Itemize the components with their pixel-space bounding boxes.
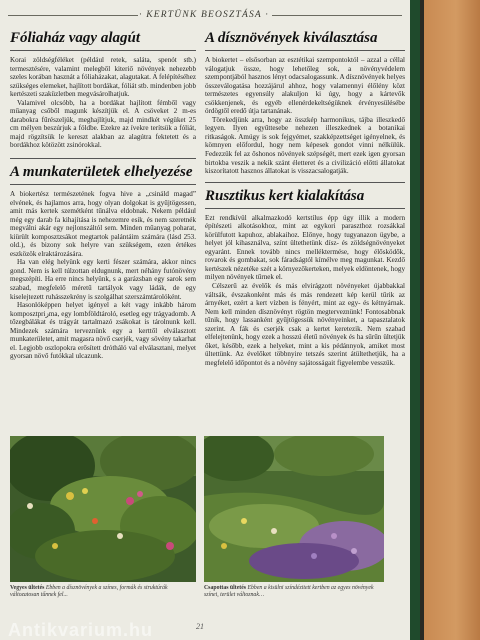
section-divider (10, 158, 196, 159)
caption-right-label: Csapottas ültetés (204, 585, 247, 591)
header-rule-left (8, 15, 138, 16)
paragraph: Törekedjünk arra, hogy az összkép harmonikus, tájba illeszkedő legyen. Ilyen egyűttesebe nehezen illeszkednek a botanikai ritkaságok. Amúgy is sok fejgyémet, szakképzettséget igényelnek, és kömnyen előfordul, hogy nem képesek gondot vinni nélkülük. Fedezzük fel az őshonos növények szépségét, mert ezek igen gyorsan birtokba veszik a nekik szánt életteret és a civilizáció előtti állatokat kiszorítatott hasznos állatokat is visszacsalogatják. (205, 115, 405, 176)
title-rule (10, 50, 196, 51)
paragraph: Ezt rendkívül alkalmazkodó kertstílus épp úgy illik a modern építészeti alkotásokhoz, mint az egykori paraszthoz rozsákkal körülfutott kapuhoz, ablakaihoz. Előnye, hogy tugyanazon ügybe, a helyet jól kihasználva, színt ültethetünk dísz- és zöldségnövényeket egyaránt. Ennek tovább nincs melléktermése, hogy élősködők, rovarok és gombakat, sok fáradságtól kímélve meg magunkat. Kezdő kertészek nézetéke szét a környezőkerteken, melyek eldöntenek, hogy milyen növények tűrnek el. (205, 213, 405, 282)
paragraph: Ha van elég helyünk egy kerti fészer számára, akkor nincs gond. Nem is kell túlzottan eldugnunk, mert néhány futónövény megszépíti. Ha erre nincs helyünk, s a garázsban egy sarok sem szabad, megfelelő méretű tartályok vagy ládák, de egy kiselejtezett ruhásszekrény is szolgálhat szerszámtárolóként. (10, 258, 196, 301)
paragraph: Korai zöldségféléket (például retek, saláta, spenót stb.) termesztésére, valamint melegből kiteriő növények nehezebb szeles korában hasznát a fóliaházakat, alagutakat. A felépítéséhez szükséges elemeket, hajlított bordákat, fóliát stb. mindenben jobb kertészeti szaküzletben megvásárolhatjuk. (10, 56, 196, 99)
paragraph: A biokertet – elsősorban az esztétikai szempontoktól – azzal a céllal válogatjuk össze, hogy lehetőleg sok, a növényvédelem szempontjából hasznos lényt odacsalogassunk. A dísznövények helyes összeválogatása hozzájárul ahhoz, hogy valamennyi élőlény közt természetes egyensúly alakuljon ki úgy, hogy a kártevők csökkenjenek, és egyéb ellenérdekeltségüknek érvényesülésébe ördögtől eredő útja tartanának. (205, 56, 405, 116)
header-rule-right (272, 15, 402, 16)
caption-left-label: Vegyes ültetés (10, 585, 45, 591)
garden-photo-right (204, 436, 384, 582)
paragraph: Célszerű az évelők és más elvirágzott növényeket újabbakkal váltsák, évszakonként más és más rendezett kép kerül tűrik az árnyéket, ezért a kert vízben is fényért, mint az egy- és kétnyárnak. Nem kell minden dísznövényt rögtön megterveznünk! Fontosabbnak tűnik, hogy lassanként gyűjtögessük növényeinket, a tapasztalatok szerint. A fák és cserjék csak a kertet keretezik. Nem szabad elfelejtenünk, hogy ezek a hosszú életű növények és ha sűrűn ültetjük őket, később, ezek a helyeket, mint a kis pédánnyok, amiket most ültettünk. Az évelőket többnyire tetszés szerint átültethetjük, ha a megfelelő időpontot és a növény sajátosságait figyelembe vesszük. (205, 282, 405, 367)
caption-left-text: Ebben a dísznövények a színes, formák és struktúrák változatosan tűnnek fel... (10, 585, 168, 598)
running-header (0, 8, 408, 22)
caption-right-text: Ebben a kisülni színdézitett kertben az egyes növények színei, terület változnak… (204, 585, 374, 598)
caption-right (204, 585, 384, 599)
right-column (205, 30, 405, 368)
section-disznovenyek (205, 30, 405, 176)
watermark: Antikvarium.hu (8, 620, 154, 640)
page-number: 21 (196, 622, 204, 631)
section-foliahaz (10, 30, 196, 150)
garden-photo-left (10, 436, 196, 582)
section-munkateruletek (10, 164, 196, 361)
running-head-text: · KERTÜNK BEOSZTÁSA · (139, 10, 269, 20)
title-rule (205, 208, 405, 209)
paragraph: A biokertész természetének fogva hive a „csináld magad” elvének, és hajlamos arra, hogy olyan dolgokat is gyűjtögessen, amit más kertek szemétként tűnálva eldobnak. Nekem például még egy darab fa kihajítása is nehezemre esik, és nem szeretnék megválni akár egy nejlonszáltól sem. Minden műanyag poharat, kiürült komposztzsákot megtartok palántáim számára (lásd 253. old.), és bizony sok helyre van szükségem, ezen értékes eszközök elraktározására. (10, 190, 196, 258)
title-rule (205, 50, 405, 51)
paragraph: Hasonlóképpen helyet igényel a két vagy inkább három komposztpriزma, egy lombföldtároló, esetleg egy trágyadomb. A tőzegbálákat és trágyát tartalmazó zsákokat is tárolnunk kell. Mindezek számára terveznünk egy a kerttől elválasztott munkaterületet, amit magasra növő cserjék, vagy sövény takarhat el. Legjobb oszlopokra erősített drótháló val elválasztani, melyet gyorsan növő futókkal ulcazunk. (10, 301, 196, 361)
section-divider (205, 182, 405, 183)
left-column (10, 30, 196, 361)
section-title-munkateruletek: A munkaterületek elhelyezése (10, 164, 193, 181)
paragraph: Valamivel olcsóbb, ha a bordákat hajlított fémből vagy műanyag csőből magunk készítjük el. A csöveket 2 m-es darabokra fűrészeljük, meghajlítjuk, majd mindkét végüket 25 cm mélyen beszúrjuk a földbe. Ezekre az ívekre terítsük a fóliát, majd rögzítsük le kereszt alakban az alagútra fektetett és a bordákhoz kötözött zsinórokkal. (10, 98, 196, 150)
section-title-rusztikus: Rusztikus kert kialakítása (205, 187, 365, 204)
title-rule (10, 184, 196, 185)
section-rusztikus (205, 188, 405, 368)
book-cover-edge (420, 0, 480, 640)
caption-left (10, 585, 196, 599)
section-title-disznovenyek: A dísznövények kiválasztása (205, 30, 378, 46)
section-title-foliahaz: Fóliaház vagy alagút (10, 30, 141, 46)
